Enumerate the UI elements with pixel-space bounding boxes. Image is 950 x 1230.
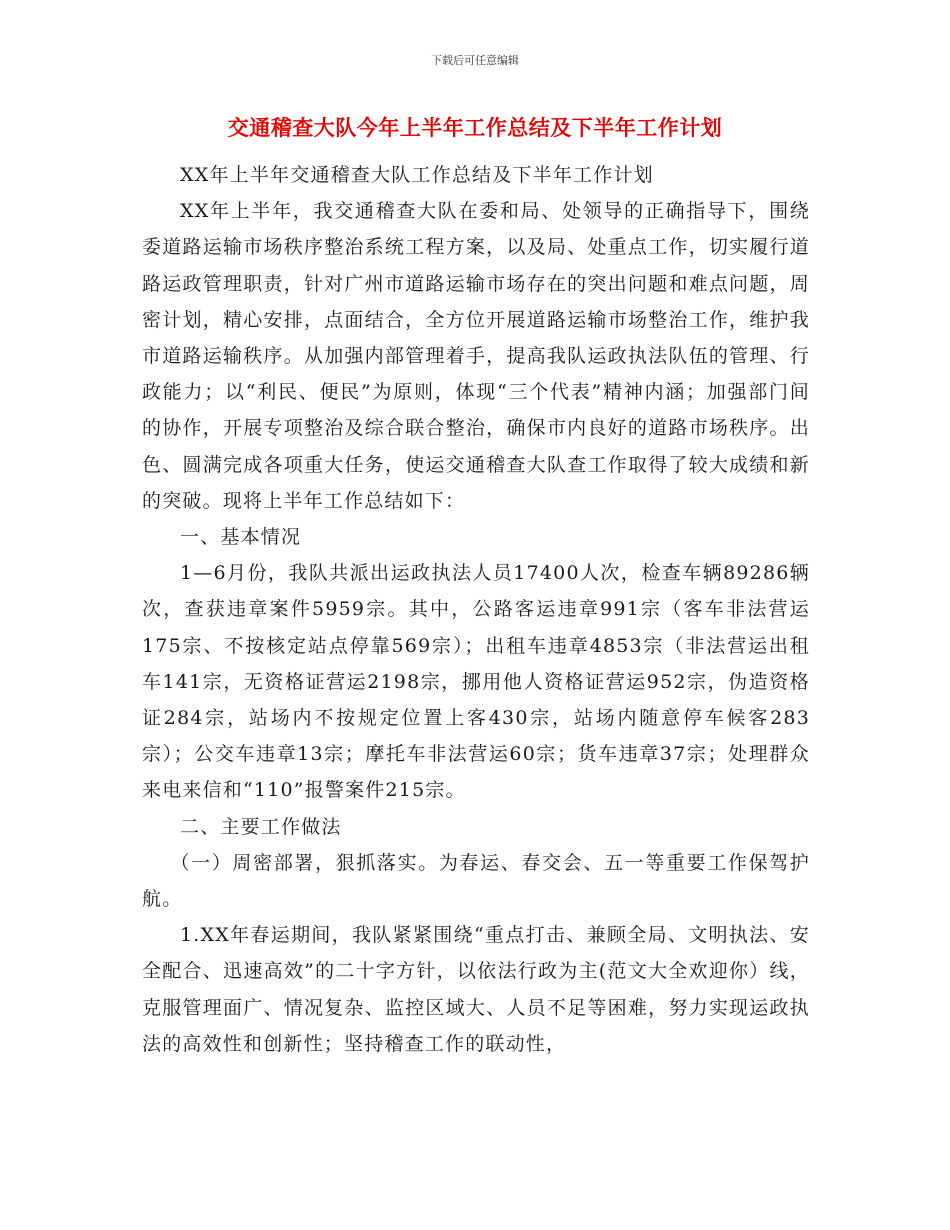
document-body xyxy=(142,157,810,1062)
paragraph-subtitle: XX年上半年交通稽查大队工作总结及下半年工作计划 xyxy=(180,164,654,186)
paragraph-statistics: 1—6月份，我队共派出运政执法人员17400人次，检查车辆89286辆次，查获违章案件5959宗。其中，公路客运违章991宗（客车非法营运175宗、不按核定站点停靠569宗）；出租车违章4853宗（非法营运出租车141宗，无资格证营运2198宗，挪用他人资格证营运952宗，伪造资格证284宗，站场内不按规定位置上客430宗，站场内随意停车候客283宗）；公交车违章13宗；摩托车非法营运60宗；货车违章37宗；处理群众来电来信和“110”报警案件215宗。 xyxy=(142,562,810,802)
section-heading-methods: 二、主要工作做法 xyxy=(180,815,342,838)
paragraph-spring-festival: 1.XX年春运期间，我队紧紧围绕“重点打击、兼顾全局、文明执法、安全配合、迅速高效”的二十字方针，以依法行政为主(范文大全欢迎你）线，克服管理面广、情况复杂、监控区域大、人员不足等困难，努力实现运政执法的高效性和创新性；坚持稽查工作的联动性， xyxy=(142,924,810,1055)
document-title: 交通稽查大队今年上半年工作总结及下半年工作计划 xyxy=(227,115,723,140)
paragraph-intro: XX年上半年，我交通稽查大队在委和局、处领导的正确指导下，围绕委道路运输市场秩序整治系统工程方案，以及局、处重点工作，切实履行道路运政管理职责，针对广州市道路运输市场存在的突出问题和难点问题，周密计划，精心安排，点面结合，全方位开展道路运输市场整治工作，维护我市道路运输秩序。从加强内部管理着手，提高我队运政执法队伍的管理、行政能力；以“利民、便民”为原则，体现“三个代表”精神内涵；加强部门间的协作，开展专项整治及综合联合整治，确保市内良好的道路市场秩序。出色、圆满完成各项重大任务，使运交通稽查大队查工作取得了较大成绩和新的突破。现将上半年工作总结如下： xyxy=(142,200,810,512)
section-heading-basic: 一、基本情况 xyxy=(180,526,302,549)
subsection-heading-1: （一）周密部署，狠抓落实。为春运、春交会、五一等重要工作保驾护航。 xyxy=(142,851,810,911)
header-note: 下载后可任意编辑 xyxy=(431,54,519,67)
